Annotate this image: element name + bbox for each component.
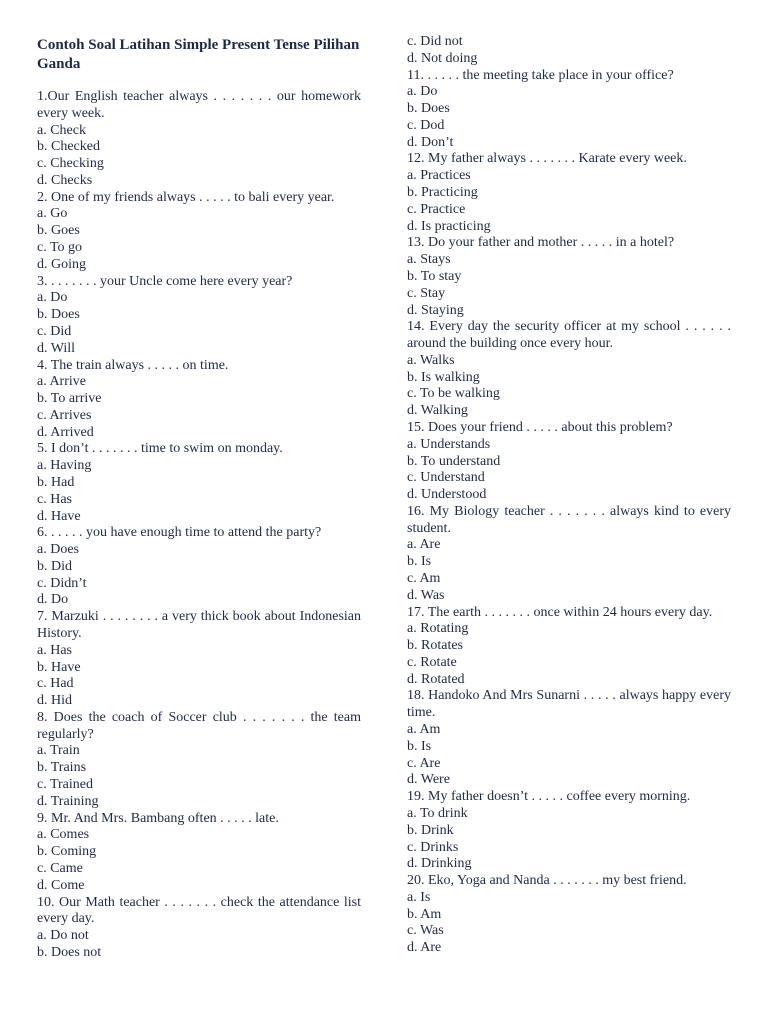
question-text: 10. Our Math teacher . . . . . . . check the attendance list every day. — [37, 894, 361, 927]
question-text: 11. . . . . . the meeting take place in your office? — [407, 67, 674, 83]
question-text: 2. One of my friends always . . . . . to bali every year. — [37, 189, 335, 205]
answer-option: d. Arrived — [37, 424, 94, 440]
answer-option: c. Rotate — [407, 654, 457, 670]
answer-option: b. Is — [407, 554, 432, 570]
answer-option: a. Walks — [407, 352, 455, 368]
answer-option: c. Understand — [407, 470, 485, 486]
question-text: 5. I don’t . . . . . . . time to swim on monday. — [37, 441, 283, 457]
answer-option: a. Do not — [37, 928, 89, 944]
answer-option: d. Hid — [37, 693, 72, 709]
answer-option: c. Has — [37, 491, 72, 507]
right-column — [407, 34, 731, 957]
answer-option: b. Had — [37, 474, 75, 490]
question-text: 20. Eko, Yoga and Nanda . . . . . . . my best friend. — [407, 873, 687, 889]
answer-option: b. Coming — [37, 844, 97, 860]
answer-option: d. Will — [37, 340, 76, 356]
answer-option: b. To stay — [407, 268, 462, 284]
answer-option: b. Does not — [37, 944, 102, 960]
answer-option: d. Understood — [407, 487, 487, 503]
answer-option: c. Drinks — [407, 839, 459, 855]
answer-option: a. Go — [37, 206, 68, 222]
answer-option: a. Do — [37, 290, 68, 306]
answer-option: b. Drink — [407, 822, 454, 838]
answer-option: c. Trained — [37, 777, 93, 793]
answer-option: c. Came — [37, 860, 83, 876]
answer-option: a. Train — [37, 743, 80, 759]
answer-option: d. Do — [37, 592, 69, 608]
answer-option: c. Did not — [407, 34, 463, 49]
answer-option: c. Checking — [37, 156, 104, 172]
answer-option: a. Check — [37, 122, 86, 138]
answer-option: b. Is — [407, 738, 432, 754]
answer-option: d. Drinking — [407, 856, 472, 872]
answer-option: a. Having — [37, 458, 92, 474]
answer-option: a. Understands — [407, 436, 491, 452]
answer-option: a. To drink — [407, 805, 468, 821]
answer-option: c. To be walking — [407, 386, 500, 402]
answer-option: c. To go — [37, 240, 83, 256]
answer-option: b. Am — [407, 906, 442, 922]
answer-option: b. To arrive — [37, 391, 102, 407]
question-text: 8. Does the coach of Soccer club . . . . . . . the team regularly? — [37, 709, 361, 742]
answer-option: b. Practicing — [407, 185, 478, 201]
answer-option: b. Rotates — [407, 638, 463, 654]
answer-option: d. Not doing — [407, 50, 478, 66]
answer-option: b. Is walking — [407, 369, 480, 385]
answer-option: d. Going — [37, 256, 86, 272]
answer-option: d. Walking — [407, 403, 468, 419]
answer-option: c. Am — [407, 571, 441, 586]
answer-option: a. Does — [37, 542, 79, 558]
answer-option: a. Am — [407, 722, 441, 738]
question-text: 16. My Biology teacher . . . . . . . always kind to every student. — [407, 503, 731, 536]
question-list-left — [37, 89, 361, 962]
answer-option: b. Does — [407, 101, 450, 117]
answer-option: d. Is practicing — [407, 218, 491, 234]
question-list-right — [407, 34, 731, 957]
answer-option: b. Checked — [37, 139, 100, 155]
answer-option: d. Were — [407, 772, 450, 788]
question-text: 1.Our English teacher always . . . . . . . our homework every week. — [37, 89, 361, 121]
question-text: 17. The earth . . . . . . . once within 24 hours every day. — [407, 604, 713, 620]
answer-option: c. Are — [407, 755, 441, 771]
answer-option: b. Trains — [37, 760, 87, 776]
answer-option: c. Did — [37, 323, 72, 339]
answer-option: a. Is — [407, 889, 431, 905]
question-text: 19. My father doesn’t . . . . . coffee every morning. — [407, 789, 691, 805]
answer-option: c. Dod — [407, 117, 445, 133]
question-text: 18. Handoko And Mrs Sunarni . . . . . always happy every time. — [407, 688, 731, 721]
answer-option: a. Stays — [407, 252, 451, 268]
question-text: 6. . . . . . you have enough time to attend the party? — [37, 525, 322, 541]
question-text: 14. Every day the security officer at my school . . . . . . around the building once every hour. — [407, 319, 731, 352]
answer-option: b. To understand — [407, 453, 501, 469]
answer-option: d. Are — [407, 940, 442, 956]
answer-option: a. Comes — [37, 827, 90, 843]
answer-option: a. Has — [37, 642, 72, 658]
answer-option: d. Checks — [37, 172, 93, 188]
question-text: 13. Do your father and mother . . . . . in a hotel? — [407, 235, 675, 251]
answer-option: d. Rotated — [407, 671, 465, 687]
answer-option: d. Staying — [407, 302, 464, 318]
answer-option: c. Didn’t — [37, 575, 87, 591]
question-text: 7. Marzuki . . . . . . . . a very thick book about Indonesian History. — [37, 609, 361, 641]
question-text: 12. My father always . . . . . . . Karate every week. — [407, 151, 687, 167]
page-title: Contoh Soal Latihan Simple Present Tense Pilihan Ganda — [37, 37, 360, 72]
answer-option: c. Arrives — [37, 407, 92, 423]
question-text: 9. Mr. And Mrs. Bambang often . . . . . late. — [37, 810, 279, 826]
answer-option: d. Don’t — [407, 134, 454, 150]
answer-option: c. Had — [37, 676, 74, 692]
question-text: 4. The train always . . . . . on time. — [37, 357, 229, 373]
answer-option: c. Practice — [407, 201, 466, 217]
answer-option: a. Are — [407, 537, 441, 553]
answer-option: d. Have — [37, 508, 81, 524]
answer-option: c. Was — [407, 923, 444, 939]
answer-option: b. Does — [37, 307, 80, 323]
answer-option: a. Practices — [407, 168, 471, 184]
question-text: 15. Does your friend . . . . . about this problem? — [407, 419, 673, 435]
answer-option: c. Stay — [407, 285, 446, 301]
question-text: 3. . . . . . . . your Uncle come here every year? — [37, 273, 293, 289]
left-column — [37, 36, 361, 962]
answer-option: a. Arrive — [37, 374, 86, 390]
answer-option: d. Come — [37, 877, 85, 893]
answer-option: a. Rotating — [407, 621, 469, 637]
answer-option: b. Goes — [37, 223, 80, 239]
answer-option: a. Do — [407, 84, 438, 100]
answer-option: d. Training — [37, 793, 99, 809]
answer-option: d. Was — [407, 587, 445, 603]
answer-option: b. Did — [37, 558, 72, 574]
answer-option: b. Have — [37, 659, 81, 675]
